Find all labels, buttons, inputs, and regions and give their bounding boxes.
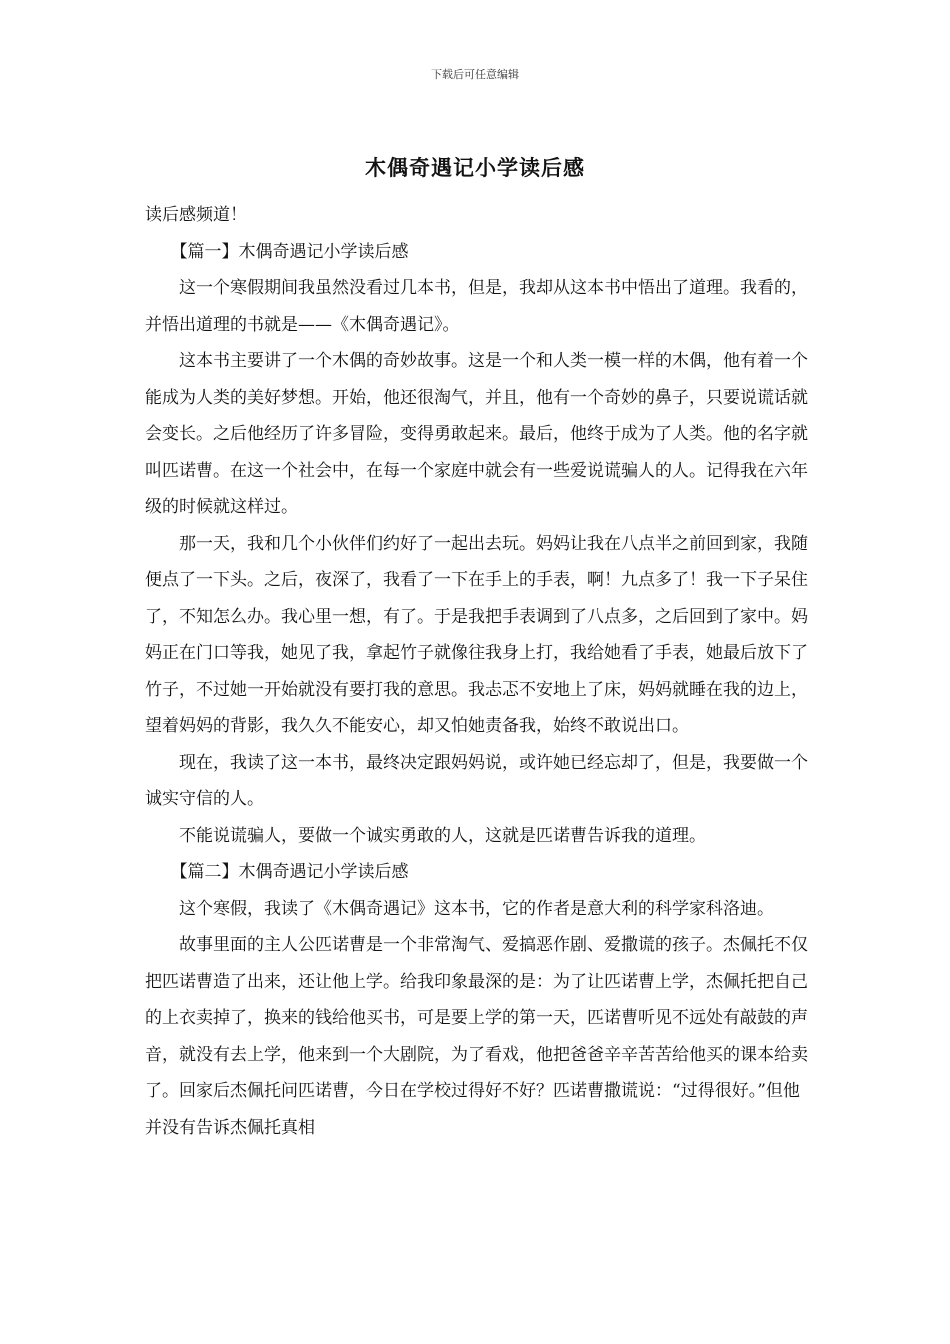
header-note: 下载后可任意编辑 xyxy=(431,68,519,81)
document-title: 木偶奇遇记小学读后感 xyxy=(365,155,585,180)
paragraph: 这本书主要讲了一个木偶的奇妙故事。这是一个和人类一模一样的木偶，他有着一个能成为人类的美好梦想。开始，他还很淘气，并且，他有一个奇妙的鼻子，只要说谎话就会变长。之后他经历了许多冒险，变得勇敢起来。最后，他终于成为了人类。他的名字就叫匹诺曹。在这一个社会中，在每一个家庭中就会有一些爱说谎骗人的人。记得我在六年级的时候就这样过。 xyxy=(145,351,808,517)
intro-line: 读后感频道！ xyxy=(145,205,247,225)
paragraph: 那一天，我和几个小伙伴们约好了一起出去玩。妈妈让我在八点半之前回到家，我随便点了一下头。之后，夜深了，我看了一下在手上的手表，啊！九点多了！我一下子呆住了，不知怎么办。我心里一想，有了。于是我把手表调到了八点多，之后回到了家中。妈妈正在门口等我，她见了我，拿起竹子就像往我身上打，我给她看了手表，她最后放下了竹子，不过她一开始就没有要打我的意思。我忐忑不安地上了床，妈妈就睡在我的边上，望着妈妈的背影，我久久不能安心，却又怕她责备我，始终不敢说出口。 xyxy=(145,533,808,736)
paragraph: 现在，我读了这一本书，最终决定跟妈妈说，或许她已经忘却了，但是，我要做一个诚实守信的人。 xyxy=(145,752,808,809)
section-heading-2: 【篇二】木偶奇遇记小学读后感 xyxy=(170,862,409,882)
section-heading-1: 【篇一】木偶奇遇记小学读后感 xyxy=(170,241,409,262)
paragraph: 这一个寒假期间我虽然没看过几本书，但是，我却从这本书中悟出了道理。我看的，并悟出道理的书就是——《木偶奇遇记》。 xyxy=(145,278,808,335)
paragraph: 不能说谎骗人，要做一个诚实勇敢的人，这就是匹诺曹告诉我的道理。 xyxy=(179,825,706,846)
paragraph: 故事里面的主人公匹诺曹是一个非常淘气、爱搞恶作剧、爱撒谎的孩子。杰佩托不仅把匹诺曹造了出来，还让他上学。给我印象最深的是：为了让匹诺曹上学，杰佩托把自己的上衣卖掉了，换来的钱给他买书，可是要上学的第一天，匹诺曹听见不远处有敲鼓的声音，就没有去上学，他来到一个大剧院，为了看戏，他把爸爸辛辛苦苦给他买的课本给卖了。回家后杰佩托问匹诺曹，今日在学校过得好不好？匹诺曹撒谎说：“过得很好。”但他并没有告诉杰佩托真相 xyxy=(145,935,808,1138)
document-body xyxy=(145,197,810,1146)
paragraph: 这个寒假，我读了《木偶奇遇记》这本书，它的作者是意大利的科学家科洛迪。 xyxy=(179,898,774,919)
